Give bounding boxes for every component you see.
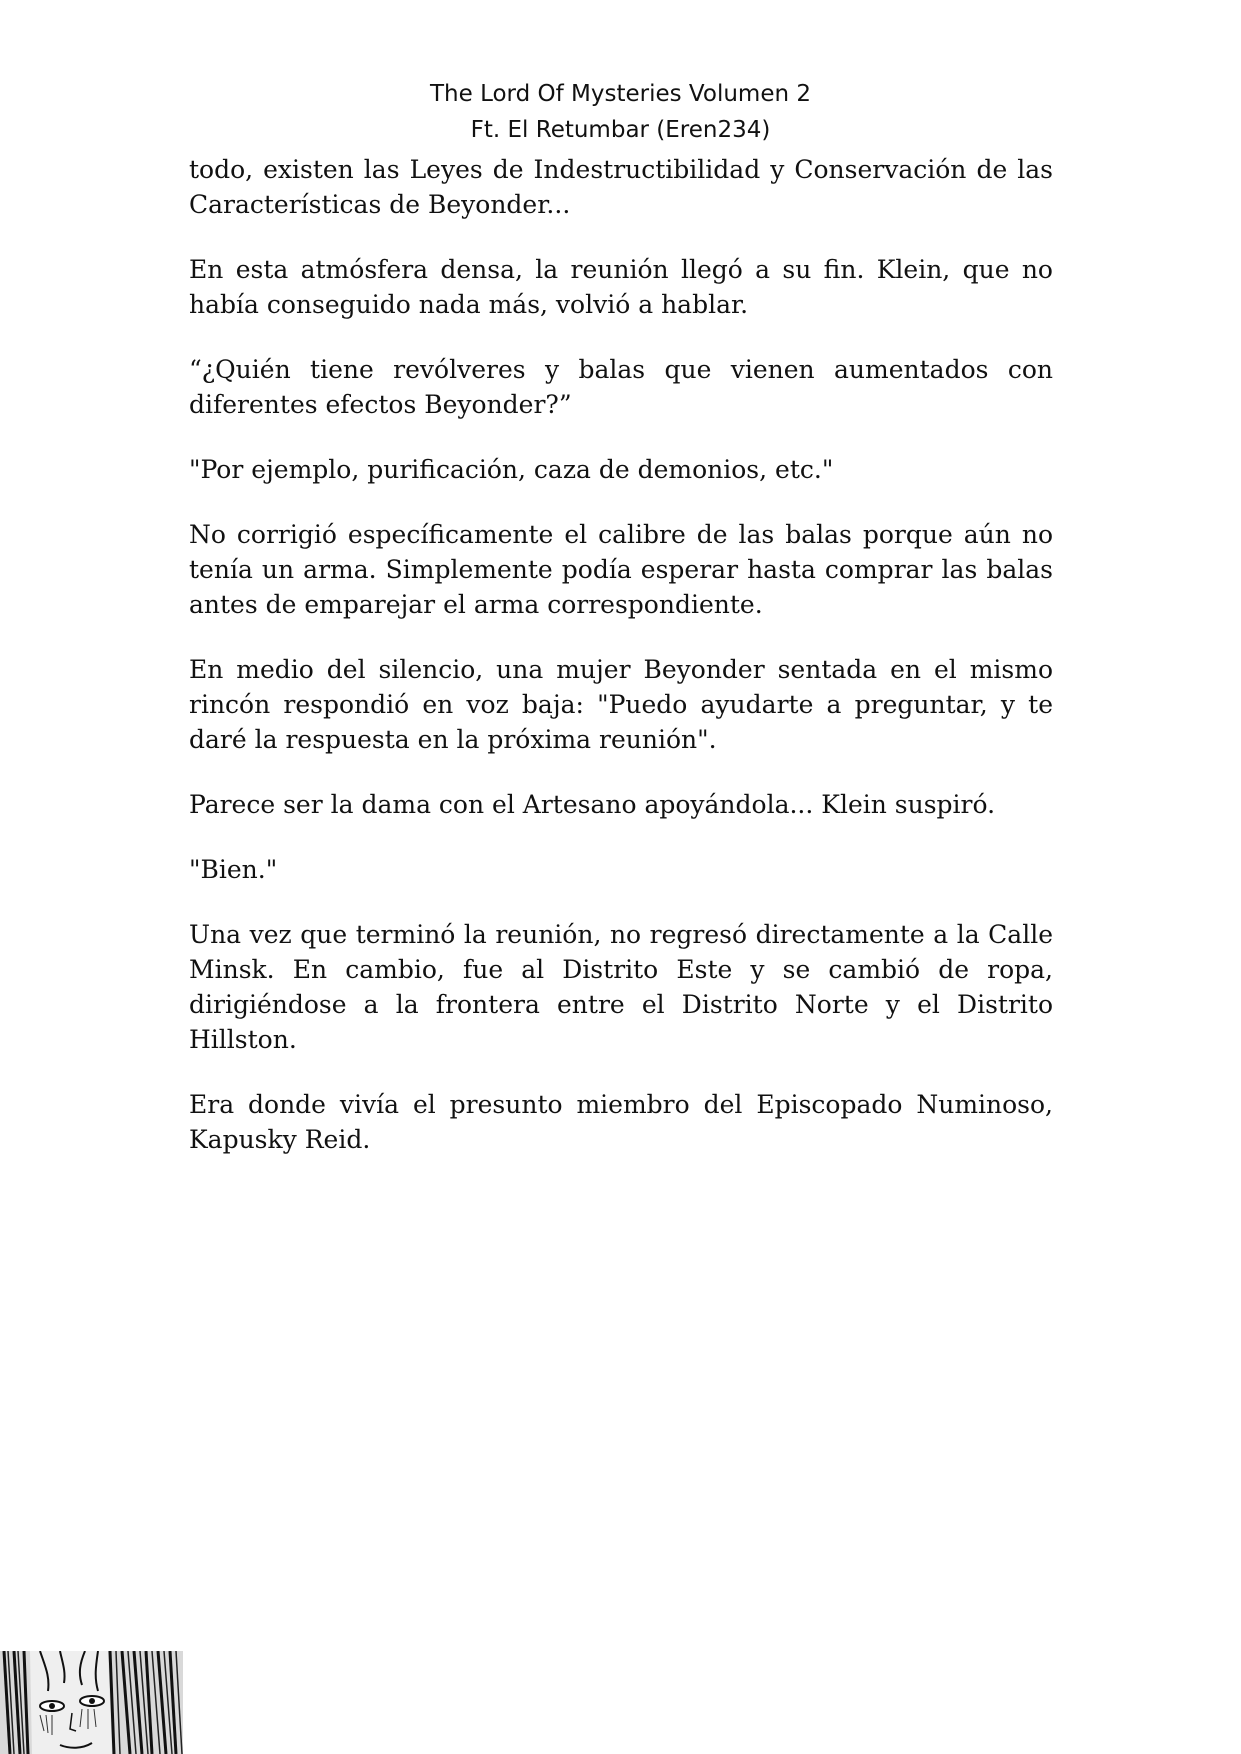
- paragraph: “¿Quién tiene revólveres y balas que vienen aumentados con diferentes efectos Beyonder?”: [189, 355, 1053, 419]
- manga-face-illustration: [0, 1651, 183, 1754]
- paragraph: En esta atmósfera densa, la reunión llegó a su fin. Klein, que no había conseguido nada más, volvió a hablar.: [189, 255, 1053, 319]
- paragraph: No corrigió específicamente el calibre de las balas porque aún no tenía un arma. Simplemente podía esperar hasta comprar las balas antes de emparejar el arma correspondiente.: [189, 520, 1053, 619]
- header-title: The Lord Of Mysteries Volumen 2: [429, 81, 811, 107]
- paragraph: Era donde vivía el presunto miembro del Episcopado Numinoso, Kapusky Reid.: [189, 1090, 1053, 1154]
- document-body: [189, 152, 1053, 1187]
- manga-character-face-image: [0, 1651, 183, 1754]
- paragraph: En medio del silencio, una mujer Beyonder sentada en el mismo rincón respondió en voz baja: "Puedo ayudarte a preguntar, y te daré la respuesta en la próxima reunión".: [189, 655, 1053, 754]
- paragraph: "Bien.": [189, 855, 278, 884]
- paragraph: todo, existen las Leyes de Indestructibilidad y Conservación de las Características de Beyonder...: [189, 155, 1053, 219]
- paragraph: Una vez que terminó la reunión, no regresó directamente a la Calle Minsk. En cambio, fue al Distrito Este y se cambió de ropa, dirigiéndose a la frontera entre el Distrito Norte y el Distrito Hillston.: [189, 920, 1053, 1054]
- header-subtitle: Ft. El Retumbar (Eren234): [470, 117, 771, 143]
- paragraph: "Por ejemplo, purificación, caza de demonios, etc.": [189, 455, 834, 484]
- paragraph: Parece ser la dama con el Artesano apoyándola... Klein suspiró.: [189, 790, 996, 819]
- page-header: [0, 76, 1241, 148]
